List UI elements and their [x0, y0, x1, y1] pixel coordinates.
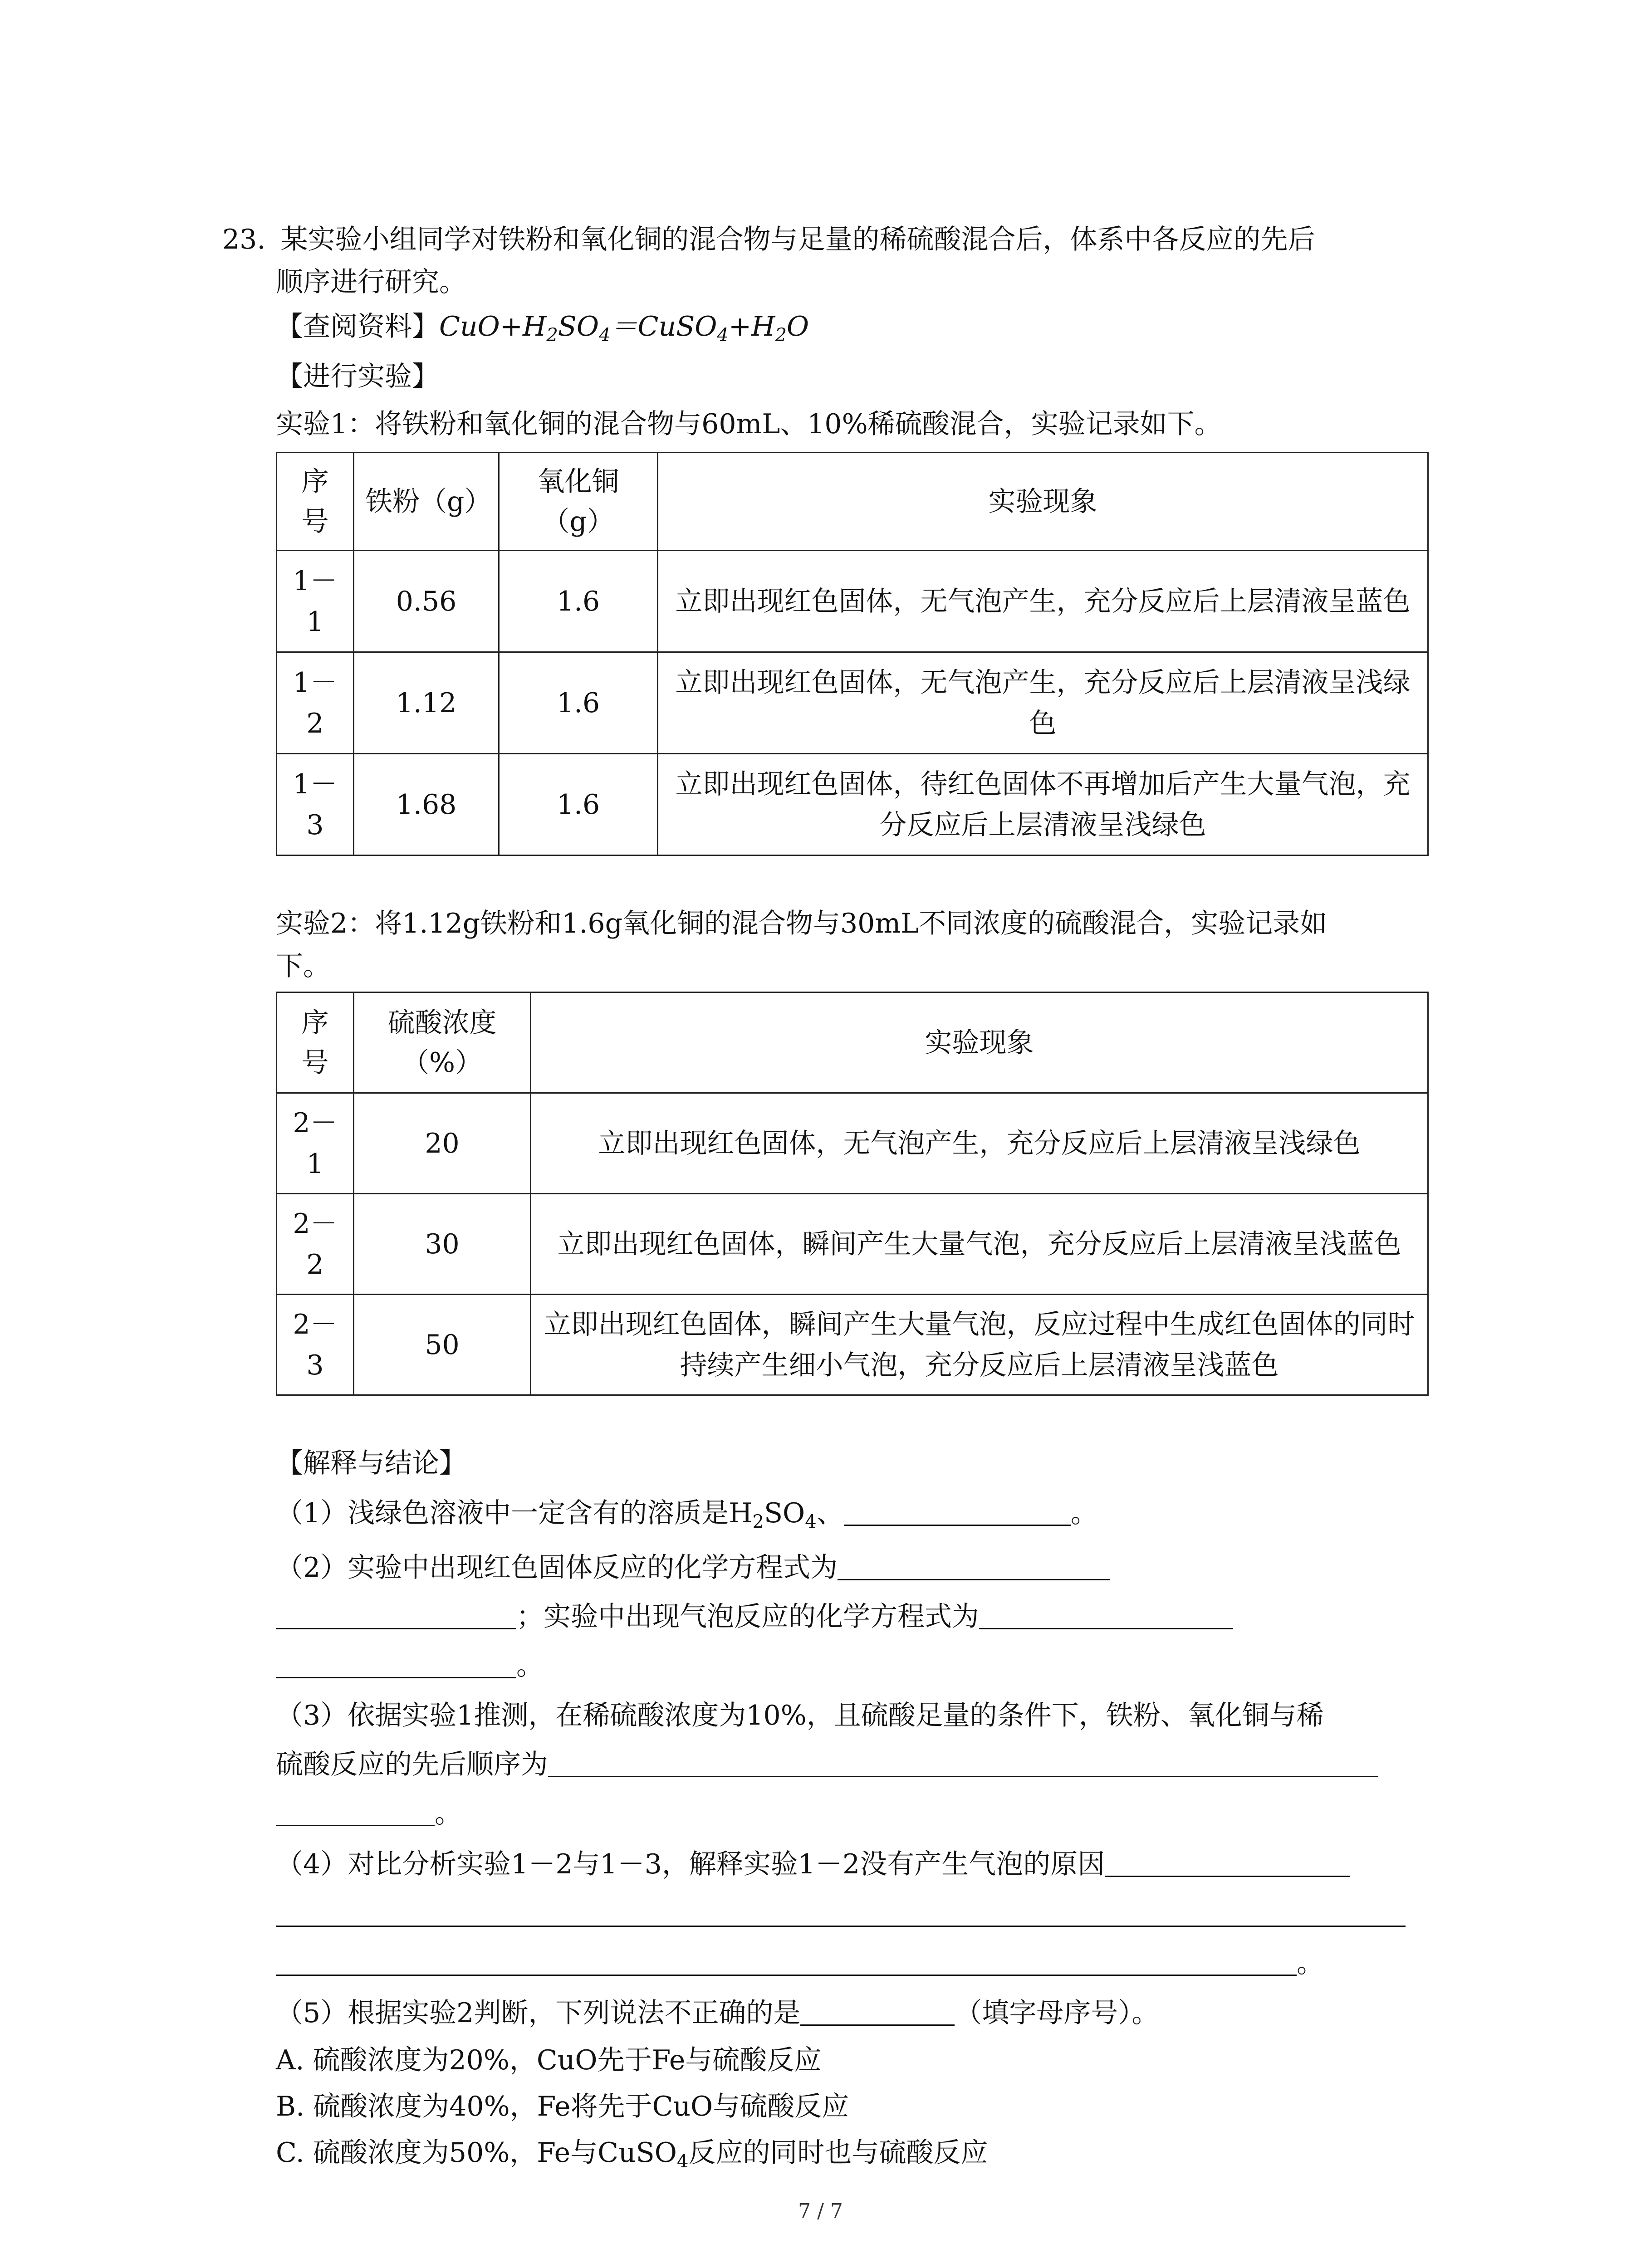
option-b: B. 硫酸浓度为40%，Fe将先于CuO与硫酸反应 — [276, 2091, 849, 2122]
eq-part: O — [786, 311, 809, 342]
q2-line2 — [276, 1601, 1233, 1633]
cell-observation: 立即出现红色固体，待红色固体不再增加后产生大量气泡，充分反应后上层清液呈浅绿色 — [658, 754, 1428, 855]
answer-blank-q3a[interactable] — [548, 1776, 1378, 1777]
cell-iron: 0.56 — [354, 551, 499, 652]
question-intro-line1 — [222, 226, 1315, 253]
page-number: 7 / 7 — [798, 2200, 843, 2223]
q1-text: （1）浅绿色溶液中一定含有的溶质是H — [276, 1497, 753, 1529]
eq-sub: 4 — [717, 325, 729, 346]
q4-text: （4）对比分析实验1－2与1－3，解释实验1－2没有产生气泡的原因 — [276, 1848, 1105, 1880]
table-header-row — [277, 992, 1428, 1093]
q4-end: 。 — [1297, 1947, 1324, 1979]
cell-concentration: 30 — [354, 1194, 531, 1295]
experiment1-table — [276, 452, 1429, 856]
table-row — [277, 1295, 1428, 1395]
cell-concentration: 20 — [354, 1093, 531, 1194]
q3-line2 — [276, 1751, 1378, 1778]
experiment-label: 【进行实验】 — [276, 361, 439, 392]
header-observation: 实验现象 — [658, 453, 1428, 551]
header-observation: 实验现象 — [531, 992, 1428, 1093]
q1-sub: 2 — [752, 1511, 764, 1532]
cell-number: 2－2 — [277, 1194, 354, 1295]
cell-observation: 立即出现红色固体，无气泡产生，充分反应后上层清液呈浅绿色 — [658, 652, 1428, 754]
cell-observation: 立即出现红色固体，瞬间产生大量气泡，充分反应后上层清液呈浅蓝色 — [531, 1194, 1428, 1295]
q1-text: 、 — [816, 1497, 844, 1529]
cell-number: 1－1 — [277, 551, 354, 652]
cell-copper-oxide: 1.6 — [499, 551, 658, 652]
q3-line1: （3）依据实验1推测，在稀硫酸浓度为10%，且硫酸足量的条件下，铁粉、氧化铜与稀 — [276, 1700, 1324, 1731]
table-row — [277, 754, 1428, 855]
cell-copper-oxide: 1.6 — [499, 652, 658, 754]
option-c-text: C. 硫酸浓度为50%，Fe与CuSO — [276, 2137, 677, 2169]
table-row — [277, 652, 1428, 754]
option-c-text: 反应的同时也与硫酸反应 — [688, 2137, 988, 2169]
eq-sub: 4 — [599, 325, 611, 346]
cell-iron: 1.68 — [354, 754, 499, 855]
eq-sub: 2 — [775, 325, 787, 346]
q1-line — [276, 1497, 1098, 1532]
option-a: A. 硫酸浓度为20%，CuO先于Fe与硫酸反应 — [276, 2044, 822, 2076]
q4-line1 — [276, 1848, 1350, 1880]
q2-line1 — [276, 1552, 1110, 1584]
question-intro-line2: 顺序进行研究。 — [276, 266, 466, 298]
option-c — [276, 2137, 988, 2172]
q1-sub: 4 — [805, 1511, 817, 1532]
reference-equation — [439, 311, 809, 346]
table-row — [277, 551, 1428, 652]
cell-number: 2－3 — [277, 1295, 354, 1395]
cell-number: 1－2 — [277, 652, 354, 754]
cell-number: 1－3 — [277, 754, 354, 855]
answer-blank-q2c[interactable] — [979, 1628, 1233, 1629]
cell-copper-oxide: 1.6 — [499, 754, 658, 855]
header-number: 序号 — [277, 992, 354, 1093]
cell-number: 2－1 — [277, 1093, 354, 1194]
header-concentration: 硫酸浓度（%） — [354, 992, 531, 1093]
answer-blank-q1[interactable] — [844, 1525, 1071, 1526]
conclusion-label: 【解释与结论】 — [276, 1447, 466, 1479]
q5-text: （5）根据实验2判断，下列说法不正确的是 — [276, 1997, 801, 2029]
q5-text: （填字母序号）。 — [955, 1997, 1159, 2029]
eq-part: CuO+H — [439, 311, 547, 342]
q1-text: SO — [764, 1497, 805, 1529]
experiment2-table — [276, 992, 1429, 1396]
answer-blank-q2a[interactable] — [838, 1579, 1110, 1580]
answer-blank-q4a[interactable] — [1105, 1876, 1350, 1877]
answer-blank-q5[interactable] — [800, 2024, 955, 2026]
answer-blank-q3b[interactable] — [276, 1825, 435, 1826]
header-iron: 铁粉（g） — [354, 453, 499, 551]
cell-observation: 立即出现红色固体，瞬间产生大量气泡，反应过程中生成红色固体的同时持续产生细小气泡，充分反应后上层清液呈浅蓝色 — [531, 1295, 1428, 1395]
reference-label: 【查阅资料】 — [276, 311, 439, 342]
eq-part: +H — [728, 311, 775, 342]
experiment1-intro: 实验1：将铁粉和氧化铜的混合物与60mL、10%稀硫酸混合，实验记录如下。 — [276, 408, 1222, 440]
header-number: 序号 — [277, 453, 354, 551]
question-intro-text: 某实验小组同学对铁粉和氧化铜的混合物与足量的稀硫酸混合后，体系中各反应的先后 — [280, 224, 1315, 255]
cell-concentration: 50 — [354, 1295, 531, 1395]
experiment2-intro-line1: 实验2：将1.12g铁粉和1.6g氧化铜的混合物与30mL不同浓度的硫酸混合，实验记录如 — [276, 908, 1327, 939]
q3-line3 — [276, 1800, 462, 1827]
q4-line2 — [276, 1901, 1406, 1928]
q5-line — [276, 1999, 1159, 2027]
q2-end: 。 — [516, 1650, 544, 1681]
eq-part: ＝CuSO — [610, 311, 717, 342]
answer-blank-q4b[interactable] — [276, 1926, 1406, 1927]
experiment2-intro-line2: 下。 — [276, 950, 330, 982]
answer-blank-q2b[interactable] — [276, 1628, 516, 1629]
q2-text: （2）实验中出现红色固体反应的化学方程式为 — [276, 1552, 838, 1584]
question-number: 23. — [222, 224, 266, 255]
answer-blank-q4c[interactable] — [276, 1975, 1297, 1976]
cell-iron: 1.12 — [354, 652, 499, 754]
eq-part: SO — [558, 311, 599, 342]
option-c-sub: 4 — [676, 2151, 689, 2172]
q3-end: 。 — [435, 1798, 462, 1829]
header-copper-oxide: 氧化铜（g） — [499, 453, 658, 551]
cell-observation: 立即出现红色固体，无气泡产生，充分反应后上层清液呈蓝色 — [658, 551, 1428, 652]
reference-line — [276, 311, 809, 346]
q4-line3 — [276, 1947, 1324, 1979]
cell-observation: 立即出现红色固体，无气泡产生，充分反应后上层清液呈浅绿色 — [531, 1093, 1428, 1194]
table-row — [277, 1194, 1428, 1295]
q2-text: ；实验中出现气泡反应的化学方程式为 — [516, 1601, 979, 1633]
answer-blank-q2d[interactable] — [276, 1677, 516, 1678]
q2-line3 — [276, 1652, 544, 1679]
eq-sub: 2 — [546, 325, 558, 346]
table-row — [277, 1093, 1428, 1194]
q3-text: 硫酸反应的先后顺序为 — [276, 1749, 548, 1780]
q1-end: 。 — [1070, 1497, 1098, 1529]
table-header-row — [277, 453, 1428, 551]
